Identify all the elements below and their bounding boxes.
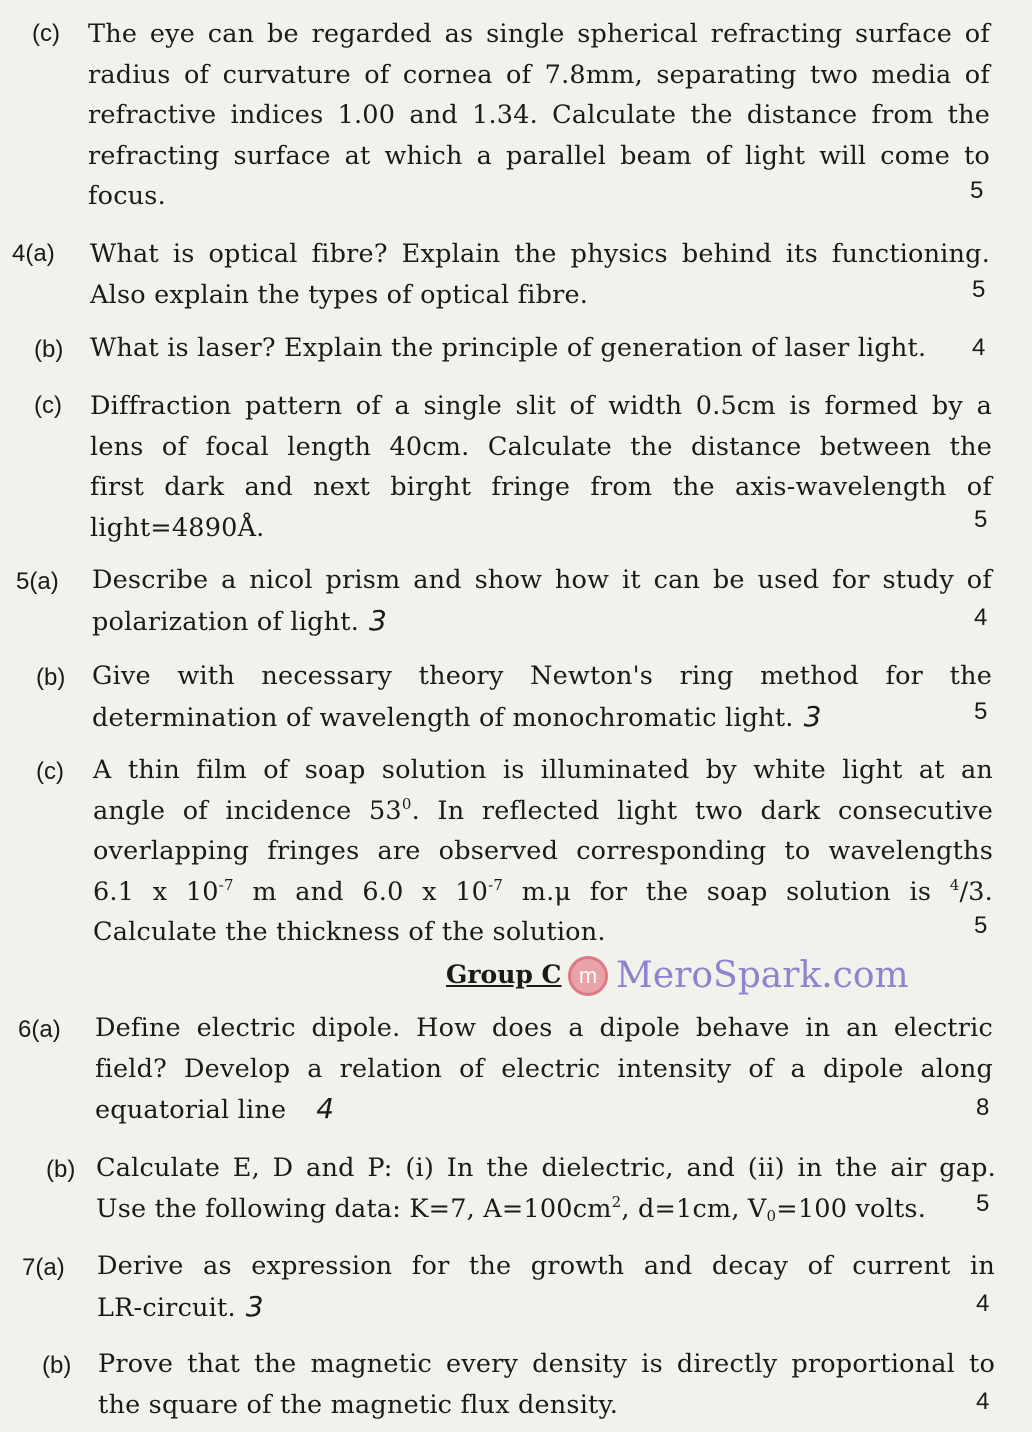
- question-line: What is laser? Explain the principle of generation of laser light.: [90, 333, 927, 363]
- question-label: (b): [46, 1156, 76, 1183]
- marks: 5: [974, 912, 988, 939]
- question-line: Also explain the types of optical fibre.: [90, 279, 589, 310]
- question-label: 4(a): [12, 240, 55, 267]
- merospark-logo-icon: m: [568, 956, 608, 996]
- marks: 4: [976, 1388, 990, 1415]
- question-line: lens of focal length 40cm. Calculate the distance between the: [90, 431, 992, 462]
- marks: 4: [974, 604, 988, 631]
- marks: 4: [976, 1290, 990, 1317]
- question-line: The eye can be regarded as single spherical refracting surface of: [88, 19, 990, 49]
- question-line: the square of the magnetic flux density.: [98, 1389, 619, 1420]
- question-label: 7(a): [22, 1254, 65, 1281]
- question-line: light=4890Å.: [90, 512, 265, 543]
- question-label: (c): [36, 758, 64, 785]
- question-line: overlapping fringes are observed corresponding to wavelengths: [93, 836, 993, 866]
- question-label: (b): [36, 664, 66, 691]
- question-text: [90, 234, 990, 315]
- question-line: Define electric dipole. How does a dipole behave in an electric: [95, 1013, 993, 1043]
- question-line: A thin film of soap solution is illuminated by white light at an: [93, 755, 993, 785]
- question-text: [96, 1148, 996, 1229]
- handwritten-annotation: 3: [803, 699, 822, 733]
- question-text: [88, 14, 990, 217]
- question-line: Describe a nicol prism and show how it can be used for study of: [92, 565, 992, 595]
- question-line: Use the following data: K=7, $A=100cm^2$, d=1cm, $V_0=100$ volts.: [96, 1192, 926, 1225]
- question-label: (b): [34, 336, 64, 363]
- question-line: Calculate E, D and P: (i) In the dielectric, and (ii) in the air gap.: [96, 1153, 996, 1183]
- question-text: [92, 560, 992, 642]
- question-line: radius of curvature of cornea of 7.8mm, separating two media of: [88, 59, 990, 90]
- question-label: (c): [34, 392, 62, 419]
- question-text: [97, 1246, 995, 1328]
- question-label: 6(a): [18, 1016, 61, 1043]
- question-line: determination of wavelength of monochromatic light.: [92, 702, 794, 733]
- marks: 8: [976, 1094, 990, 1121]
- question-text: [93, 750, 993, 953]
- question-label: (c): [32, 20, 60, 47]
- question-label: (b): [42, 1352, 72, 1379]
- question-line: refractive indices 1.00 and 1.34. Calculate the distance from the: [88, 100, 990, 130]
- question-line: refracting surface at which a parallel beam of light will come to: [88, 140, 990, 171]
- question-line: polarization of light.: [92, 606, 360, 637]
- watermark: [568, 955, 909, 996]
- marks: 5: [972, 276, 986, 303]
- marks: 5: [974, 506, 988, 533]
- question-line: LR-circuit.: [97, 1292, 236, 1323]
- watermark-text: MeroSpark.com: [616, 955, 909, 996]
- question-text: [92, 656, 992, 738]
- question-text: [98, 1344, 995, 1425]
- question-line: field? Develop a relation of electric intensity of a dipole along: [95, 1053, 993, 1084]
- marks: 4: [972, 334, 986, 361]
- marks: 5: [970, 177, 984, 204]
- question-line: Calculate the thickness of the solution.: [93, 917, 606, 947]
- question-line: angle of incidence $53^0$. In reflected light two dark consecutive: [93, 794, 993, 826]
- question-line: Give with necessary theory Newton's ring method for the: [92, 661, 992, 691]
- question-line: Diffraction pattern of a single slit of width 0.5cm is formed by a: [90, 391, 992, 421]
- question-text: [90, 386, 992, 548]
- question-line: Derive as expression for the growth and decay of current in: [97, 1251, 995, 1281]
- question-line: 6.1 x $10^{-7}$ m and 6.0 x $10^{-7}$ m.μ for the soap solution is $^4$/3.: [93, 875, 993, 907]
- handwritten-annotation: 3: [369, 603, 388, 637]
- handwritten-annotation: 3: [245, 1289, 264, 1323]
- question-text: [90, 328, 960, 369]
- question-line: focus.: [88, 181, 166, 211]
- question-text: [95, 1008, 993, 1131]
- question-label: 5(a): [16, 568, 59, 595]
- marks: 5: [976, 1190, 990, 1217]
- question-line: equatorial line: [95, 1095, 287, 1125]
- question-line: What is optical fibre? Explain the physics behind its functioning.: [90, 239, 990, 269]
- question-line: Prove that the magnetic every density is directly proportional to: [98, 1349, 995, 1379]
- marks: 5: [974, 698, 988, 725]
- group-heading: Group C: [446, 960, 562, 989]
- handwritten-annotation: 4: [316, 1092, 335, 1125]
- question-line: first dark and next birght fringe from the axis-wavelength of: [90, 472, 992, 502]
